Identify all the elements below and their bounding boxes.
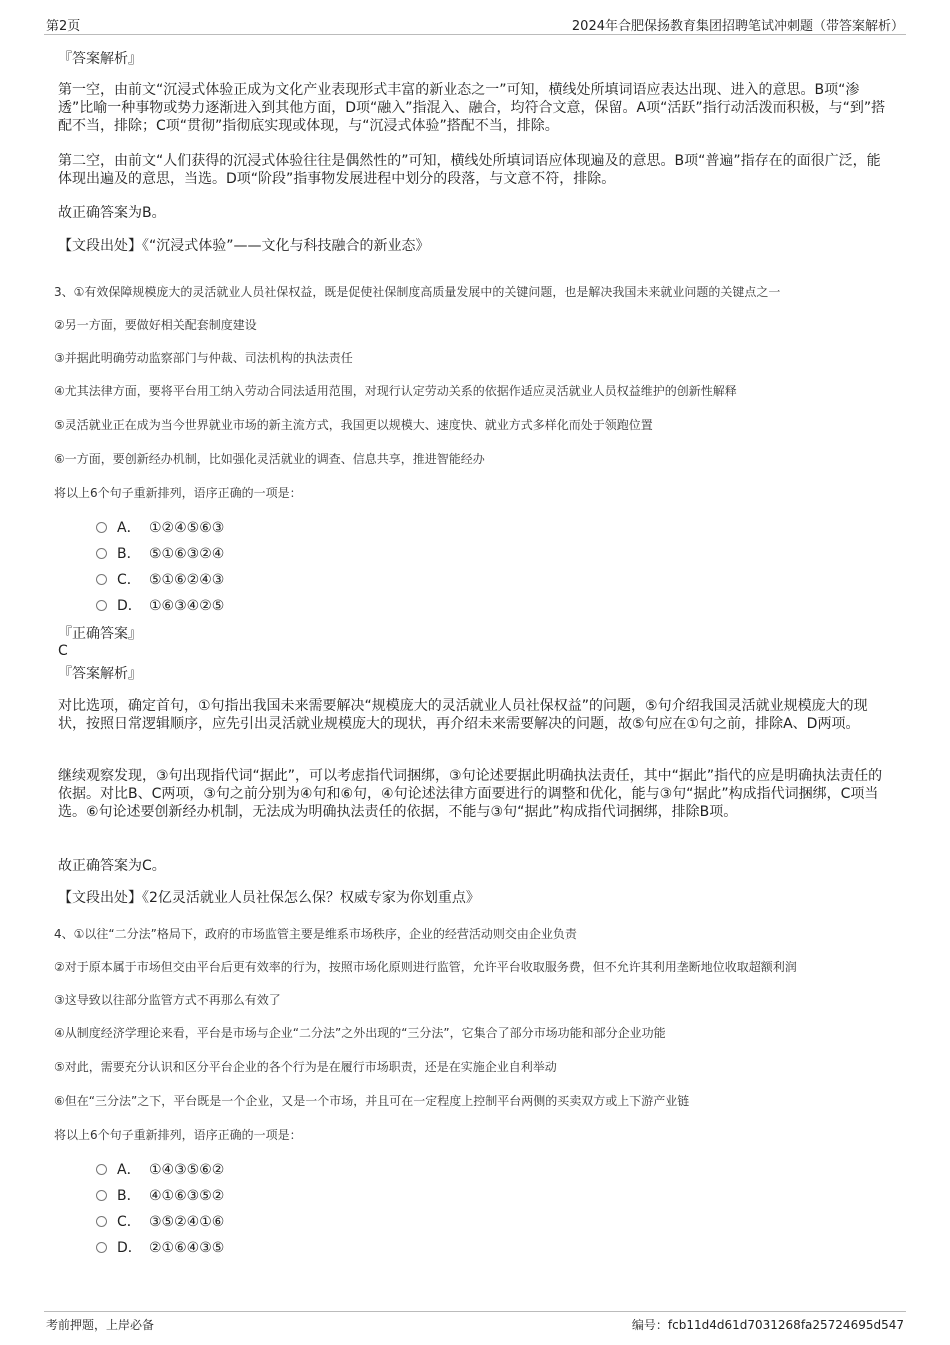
q2-analysis-p2: 第二空，由前文“人们获得的沉浸式体验往往是偶然性的”可知，横线处所填词语应体现遍及的意思。B项“普遍”指存在的面很广泛，能体现出遍及的意思，当选。D项“阶段”指事物发展进程中划分的段落，与文意不符，排除。 <box>58 153 881 187</box>
q4-sentence-2: ②对于原本属于市场但交由平台后更有效率的行为，按照市场化原则进行监管，允许平台收取服务费，但不允许其利用垄断地位收取超额利润 <box>54 960 797 974</box>
radio-icon[interactable] <box>96 600 107 611</box>
option-letter: B． <box>117 1188 141 1204</box>
option-letter: C． <box>117 1214 141 1230</box>
radio-icon[interactable] <box>96 1242 107 1253</box>
q3-option-c[interactable] <box>96 571 224 589</box>
footer-slogan: 考前押题，上岸必备 <box>46 1318 155 1332</box>
q4-option-d[interactable] <box>96 1239 224 1257</box>
document-title: 2024年合肥保扬教育集团招聘笔试冲刺题（带答案解析） <box>571 19 904 34</box>
radio-icon[interactable] <box>96 522 107 533</box>
radio-icon[interactable] <box>96 574 107 585</box>
q3-answer-label: 『正确答案』 <box>58 626 142 642</box>
radio-icon[interactable] <box>96 1216 107 1227</box>
q3-conclusion: 故正确答案为C。 <box>58 858 166 874</box>
option-letter: D． <box>117 1240 142 1256</box>
q3-option-b[interactable] <box>96 545 224 563</box>
q3-source: 【文段出处】《2亿灵活就业人员社保怎么保？权威专家为你划重点》 <box>58 890 480 906</box>
q4-sentence-4: ④从制度经济学理论来看，平台是市场与企业“二分法”之外出现的“三分法”，它集合了部分市场功能和部分企业功能 <box>54 1026 666 1040</box>
option-letter: A． <box>117 520 141 536</box>
page-footer <box>44 1311 906 1336</box>
q2-analysis-p1: 第一空，由前文“沉浸式体验正成为文化产业表现形式丰富的新业态之一”可知，横线处所填词语应表达出现、进入的意思。B项“渗透”比喻一种事物或势力逐渐进入到其他方面，D项“融入”指混入、融合，均符合文意，保留。A项“活跃”指行动活泼而积极，与“到”搭配不当，排除；C项“贯彻”指彻底实现或体现，与“沉浸式体验”搭配不当，排除。 <box>58 82 886 134</box>
option-letter: C． <box>117 572 141 588</box>
option-text: ①⑥③④②⑤ <box>149 598 225 614</box>
option-letter: A． <box>117 1162 141 1178</box>
option-letter: B． <box>117 546 141 562</box>
q3-analysis-p2: 继续观察发现，③句出现指代词“据此”，可以考虑指代词捆绑，③句论述要据此明确执法责任，其中“据此”指代的应是明确执法责任的依据。对比B、C两项，③句之前分别为④句和⑥句，④句论述法律方面要进行的调整和优化，能与③句“据此”构成指代词捆绑，C项当选。⑥句论述要创新经办机制，无法成为明确执法责任的依据，不能与③句“据此”构成指代词捆绑，排除B项。 <box>58 768 883 820</box>
option-text: ⑤①⑥③②④ <box>149 546 225 562</box>
q4-sentence-5: ⑤对此，需要充分认识和区分平台企业的各个行为是在履行市场职责，还是在实施企业自利举动 <box>54 1060 557 1074</box>
radio-icon[interactable] <box>96 1164 107 1175</box>
q4-prompt: 将以上6个句子重新排列，语序正确的一项是： <box>54 1128 302 1142</box>
q3-sentence-6: ⑥一方面，要创新经办机制，比如强化灵活就业的调查、信息共享，推进智能经办 <box>54 452 485 466</box>
option-letter: D． <box>117 598 142 614</box>
option-text: ⑤①⑥②④③ <box>149 572 225 588</box>
option-text: ②①⑥④③⑤ <box>149 1240 225 1256</box>
document-code: 编号：fcb11d4d61d7031268fa25724695d547 <box>631 1318 904 1332</box>
q2-source: 【文段出处】《“沉浸式体验”——文化与科技融合的新业态》 <box>58 238 430 254</box>
q4-sentence-6: ⑥但在“三分法”之下，平台既是一个企业，又是一个市场，并且可在一定程度上控制平台两侧的买卖双方或上下游产业链 <box>54 1094 690 1108</box>
q4-option-a[interactable] <box>96 1161 224 1179</box>
q4-stem: 4、①以往“二分法”格局下，政府的市场监管主要是维系市场秩序，企业的经营活动则交由企业负责 <box>54 927 577 941</box>
q3-sentence-5: ⑤灵活就业正在成为当今世界就业市场的新主流方式，我国更以规模大、速度快、就业方式多样化而处于领跑位置 <box>54 418 653 432</box>
q3-option-d[interactable] <box>96 597 224 615</box>
q3-sentence-3: ③并据此明确劳动监察部门与仲裁、司法机构的执法责任 <box>54 351 353 365</box>
q3-prompt: 将以上6个句子重新排列，语序正确的一项是： <box>54 486 302 500</box>
option-text: ①②④⑤⑥③ <box>149 520 225 536</box>
q3-sentence-4: ④尤其法律方面，要将平台用工纳入劳动合同法适用范围，对现行认定劳动关系的依据作适应灵活就业人员权益维护的创新性解释 <box>54 384 737 398</box>
option-text: ④①⑥③⑤② <box>149 1188 225 1204</box>
q3-stem: 3、①有效保障规模庞大的灵活就业人员社保权益，既是促使社保制度高质量发展中的关键问题，也是解决我国未来就业问题的关键点之一 <box>54 285 781 299</box>
page-number: 第2页 <box>46 19 81 34</box>
q2-conclusion: 故正确答案为B。 <box>58 205 166 221</box>
page-header <box>44 12 906 35</box>
option-text: ①④③⑤⑥② <box>149 1162 225 1178</box>
q3-answer: C <box>58 643 68 659</box>
q3-analysis-label: 『答案解析』 <box>58 666 142 682</box>
option-text: ③⑤②④①⑥ <box>149 1214 225 1230</box>
q3-option-a[interactable] <box>96 519 224 537</box>
q4-option-c[interactable] <box>96 1213 224 1231</box>
q3-analysis-p1: 对比选项，确定首句，①句指出我国未来需要解决“规模庞大的灵活就业人员社保权益”的问题，⑤句介绍我国灵活就业规模庞大的现状，按照日常逻辑顺序，应先引出灵活就业规模庞大的现状，再介绍未来需要解决的问题，故⑤句应在①句之前，排除A、D两项。 <box>58 698 868 732</box>
q2-analysis-label: 『答案解析』 <box>58 51 142 67</box>
q3-sentence-2: ②另一方面，要做好相关配套制度建设 <box>54 318 257 332</box>
q4-sentence-3: ③这导致以往部分监管方式不再那么有效了 <box>54 993 281 1007</box>
q4-option-b[interactable] <box>96 1187 224 1205</box>
radio-icon[interactable] <box>96 548 107 559</box>
radio-icon[interactable] <box>96 1190 107 1201</box>
